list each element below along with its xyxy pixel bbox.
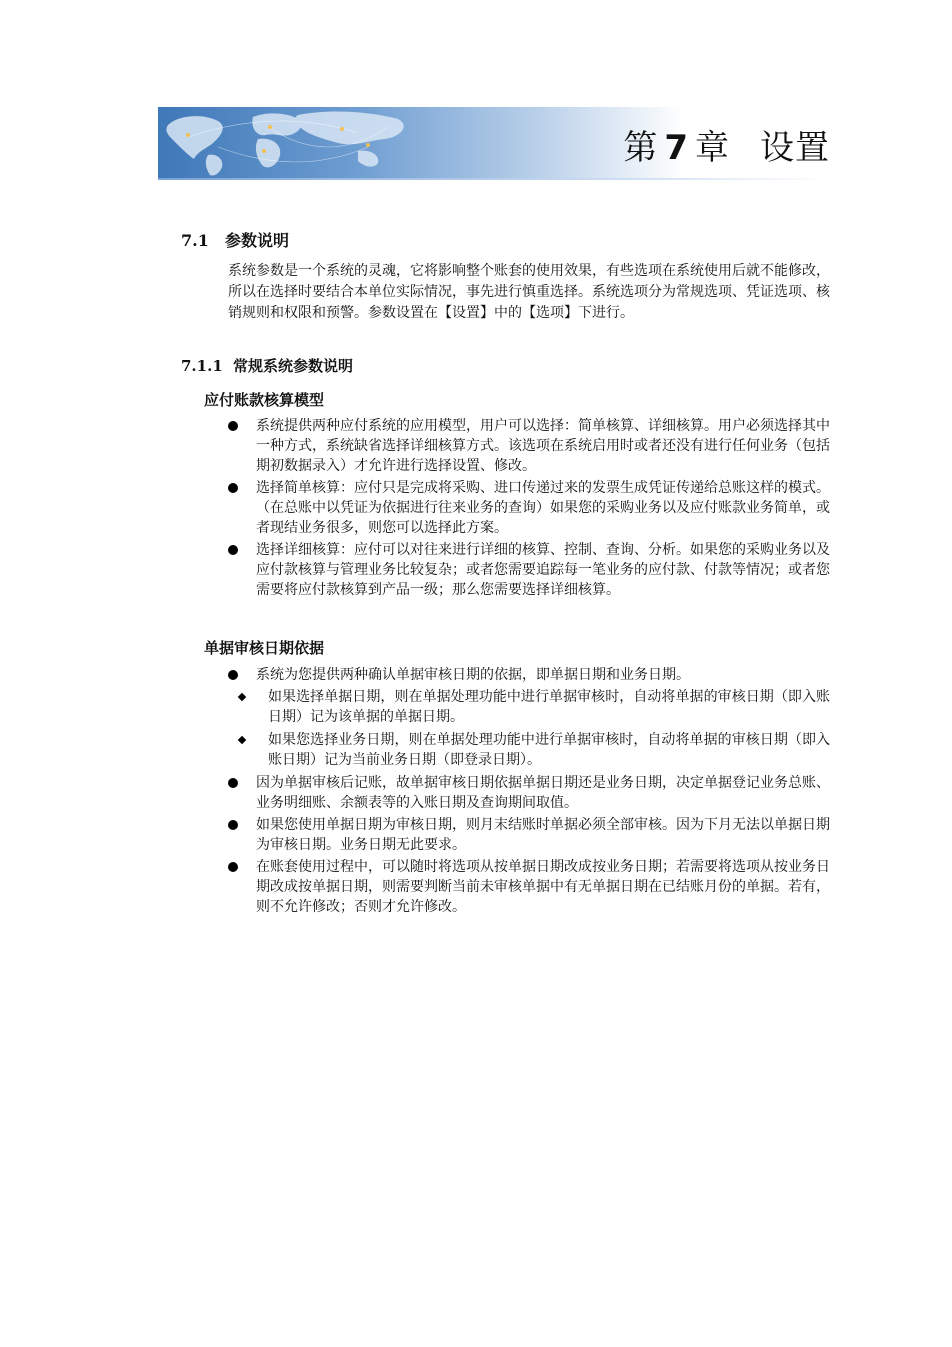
audit-heading: 单据审核日期依据 (204, 639, 325, 657)
chapter-suffix: 章 (695, 128, 730, 168)
list-item: 系统提供两种应付系统的应用模型，用户可以选择：简单核算、详细核算。用户必须选择其中一种方式，系统缺省选择详细核算方式。该选项在系统启用时或者还没有进行任何业务（包括期初数据录入）才允许进行选择设置、修改。 (228, 416, 830, 476)
diamond-bullet-icon (238, 693, 246, 701)
list-item: 选择详细核算：应付可以对往来进行详细的核算、控制、查询、分析。如果您的采购业务以及应付款核算与管理业务比较复杂；或者您需要追踪每一笔业务的应付款、付款等情况；或者您需要将应付款核算到产品一级；那么您需要选择详细核算。 (228, 540, 830, 600)
subsection-title: 常规系统参数说明 (233, 357, 354, 375)
list-item: 选择简单核算：应付只是完成将采购、进口传递过来的发票生成凭证传递给总账这样的模式。（在总账中以凭证为依据进行往来业务的查询）如果您的采购业务以及应付账款业务简单，或者现结业务很多，则您可以选择此方案。 (228, 478, 830, 538)
section-title: 参数说明 (225, 231, 290, 250)
model-heading: 应付账款核算模型 (204, 391, 325, 409)
bullet-icon (228, 820, 238, 830)
bullet-icon (228, 778, 238, 788)
chapter-title (623, 120, 830, 169)
section-number: 7.1 (181, 231, 209, 250)
chapter-name: 设置 (760, 128, 830, 168)
subsection-number: 7.1.1 (181, 357, 223, 375)
list-item: 在账套使用过程中，可以随时将选项从按单据日期改成按业务日期；若需要将选项从按业务日期改成按单据日期，则需要判断当前未审核单据中有无单据日期在已结账月份的单据。若有，则不允许修改；否则才允许修改。 (228, 857, 830, 917)
sub-list-item: 如果选择单据日期，则在单据处理功能中进行单据审核时，自动将单据的审核日期（即入账日期）记为该单据的单据日期。 (228, 687, 830, 727)
list-item: 系统为您提供两种确认单据审核日期的依据，即单据日期和业务日期。 如果选择单据日期，则在单据处理功能中进行单据审核时，自动将单据的审核日期（即入账日期）记为该单据的单据日期。 如果您选择业务日期，则在单据处理功能中进行单据审核时，自动将单据的审核日期（即入账日期）记为当前业务日期（即登录日期）。 (228, 665, 830, 770)
audit-sub-list (256, 687, 830, 770)
section-heading (181, 228, 289, 251)
audit-bullet-list (228, 665, 830, 919)
world-map-icon (158, 107, 578, 179)
banner-underline (158, 178, 833, 180)
model-bullet-list (228, 416, 830, 602)
bullet-icon (228, 421, 238, 431)
list-item: 如果您使用单据日期为审核日期，则月末结账时单据必须全部审核。因为下月无法以单据日期为审核日期。业务日期无此要求。 (228, 815, 830, 855)
subsection-heading (181, 355, 353, 376)
bullet-icon (228, 670, 238, 680)
bullet-icon (228, 862, 238, 872)
section-intro: 系统参数是一个系统的灵魂，它将影响整个账套的使用效果，有些选项在系统使用后就不能修改，所以在选择时要结合本单位实际情况，事先进行慎重选择。系统选项分为常规选项、凭证选项、核销规则和权限和预警。参数设置在【设置】中的【选项】下进行。 (228, 263, 830, 321)
chapter-number: 7 (664, 128, 689, 168)
bullet-icon (228, 545, 238, 555)
diamond-bullet-icon (238, 736, 246, 744)
sub-list-item: 如果您选择业务日期，则在单据处理功能中进行单据审核时，自动将单据的审核日期（即入账日期）记为当前业务日期（即登录日期）。 (228, 730, 830, 770)
bullet-icon (228, 483, 238, 493)
list-item: 因为单据审核后记账，故单据审核日期依据单据日期还是业务日期，决定单据登记业务总账、业务明细账、余额表等的入账日期及查询期间取值。 (228, 773, 830, 813)
chapter-prefix: 第 (623, 128, 659, 168)
